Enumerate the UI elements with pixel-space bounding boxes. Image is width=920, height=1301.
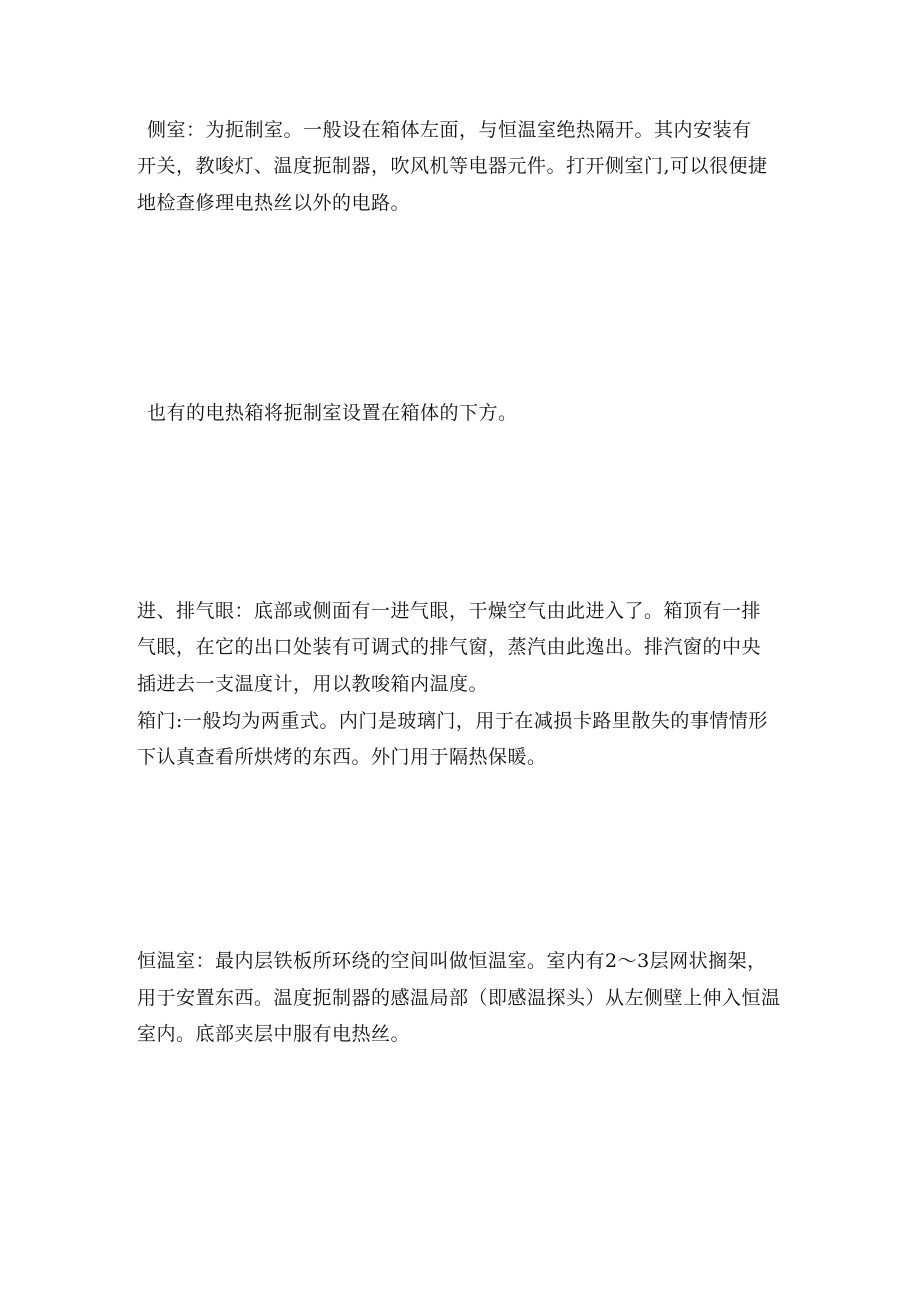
text-line: 插进去一支温度计，用以教唆箱内温度。 — [137, 673, 489, 695]
text-line: 箱门:一般均为两重式。内门是玻璃门，用于在减损卡路里散失的事情情形 — [137, 710, 768, 732]
text-line: 恒温室：最内层铁板所环绕的空间叫做恒温室。室内有2～3层网状搁架， — [137, 950, 767, 972]
text-line: 气眼，在它的出口处装有可调式的排气窗，蒸汽由此逸出。排汽窗的中央 — [137, 636, 762, 658]
text-line: 室内。底部夹层中服有电热丝。 — [137, 1023, 411, 1045]
text-line: 下认真查看所烘烤的东西。外门用于隔热保暖。 — [137, 746, 547, 768]
text-line: 开关，教唆灯、温度扼制器，吹风机等电器元件。打开侧室门,可以很便捷 — [137, 155, 768, 177]
text-line: 侧室：为扼制室。一般设在箱体左面，与恒温室绝热隔开。其内安装有 — [147, 119, 752, 141]
text-line: 也有的电热箱将扼制室设置在箱体的下方。 — [147, 402, 518, 424]
text-line: 用于安置东西。温度扼制器的感温局部（即感温探头）从左侧壁上伸入恒温 — [137, 987, 781, 1009]
text-line: 地检查修理电热丝以外的电路。 — [137, 192, 411, 214]
text-line: 进、排气眼：底部或侧面有一进气眼，干燥空气由此进入了。箱顶有一排 — [137, 600, 762, 622]
